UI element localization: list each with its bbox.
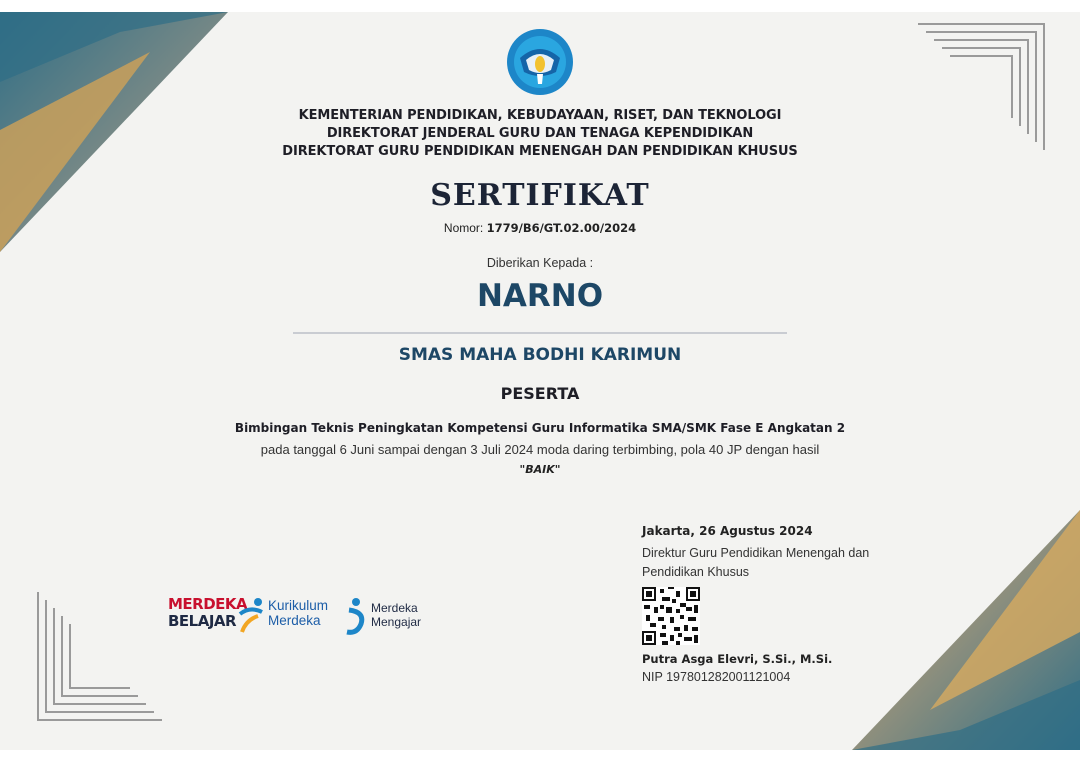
signature-block [642, 524, 942, 582]
mengajar-line1: Merdeka [371, 601, 418, 615]
signer-name: Putra Asga Elevri, S.Si., M.Si. [642, 652, 833, 666]
result-grade: "BAIK" [519, 463, 561, 476]
merdeka-belajar-line1: MERDEKA [168, 595, 248, 613]
position-line2: Pendidikan Khusus [642, 565, 750, 579]
kurikulum-merdeka-logo [268, 598, 328, 628]
program-title: Bimbingan Teknis Peningkatan Kompetensi Guru Informatika SMA/SMK Fase E Angkatan 2 [234, 421, 846, 435]
divider [293, 332, 787, 334]
merdeka-mengajar-logo [371, 601, 421, 629]
kurikulum-line2: Merdeka [268, 613, 321, 628]
merdeka-belajar-logo [168, 596, 247, 630]
line-pattern-bottom-left [38, 592, 162, 720]
kurikulum-line1: Kurikulum [268, 598, 329, 613]
signer-position [642, 544, 912, 582]
position-line1: Direktur Guru Pendidikan Menengah dan [642, 546, 870, 560]
number-value: 1779/B6/GT.02.00/2024 [486, 221, 637, 235]
certificate [0, 12, 1080, 750]
certificate-number [0, 221, 1080, 235]
participant-role: PESERTA [500, 384, 580, 403]
program-detail: pada tanggal 6 Juni sampai dengan 3 Juli 2024 moda daring terbimbing, pola 40 JP dengan hasil [260, 442, 820, 457]
recipient-name: NARNO [476, 278, 604, 314]
school-name: SMAS MAHA BODHI KARIMUN [398, 345, 682, 365]
tut-wuri-handayani-logo [506, 28, 574, 96]
qr-code-icon [642, 587, 700, 645]
signer-nip: NIP 197801282001121004 [642, 670, 791, 684]
number-label: Nomor: [443, 221, 484, 235]
kurikulum-merdeka-icon [238, 596, 264, 636]
merdeka-mengajar-icon [343, 596, 367, 636]
mengajar-line2: Mengajar [371, 615, 422, 629]
ministry-line: KEMENTERIAN PENDIDIKAN, KEBUDAYAAN, RISET, DAN TEKNOLOGI [298, 108, 782, 123]
ministry-header [0, 107, 1080, 161]
certificate-title: SERTIFIKAT [430, 178, 650, 213]
directorate-general-line: DIREKTORAT JENDERAL GURU DAN TENAGA KEPENDIDIKAN [326, 126, 754, 141]
merdeka-belajar-line2: BELAJAR [168, 612, 237, 630]
place-date: Jakarta, 26 Agustus 2024 [642, 524, 813, 538]
directorate-line: DIREKTORAT GURU PENDIDIKAN MENENGAH DAN PENDIDIKAN KHUSUS [282, 144, 798, 159]
given-to-label: Diberikan Kepada : [486, 256, 594, 270]
